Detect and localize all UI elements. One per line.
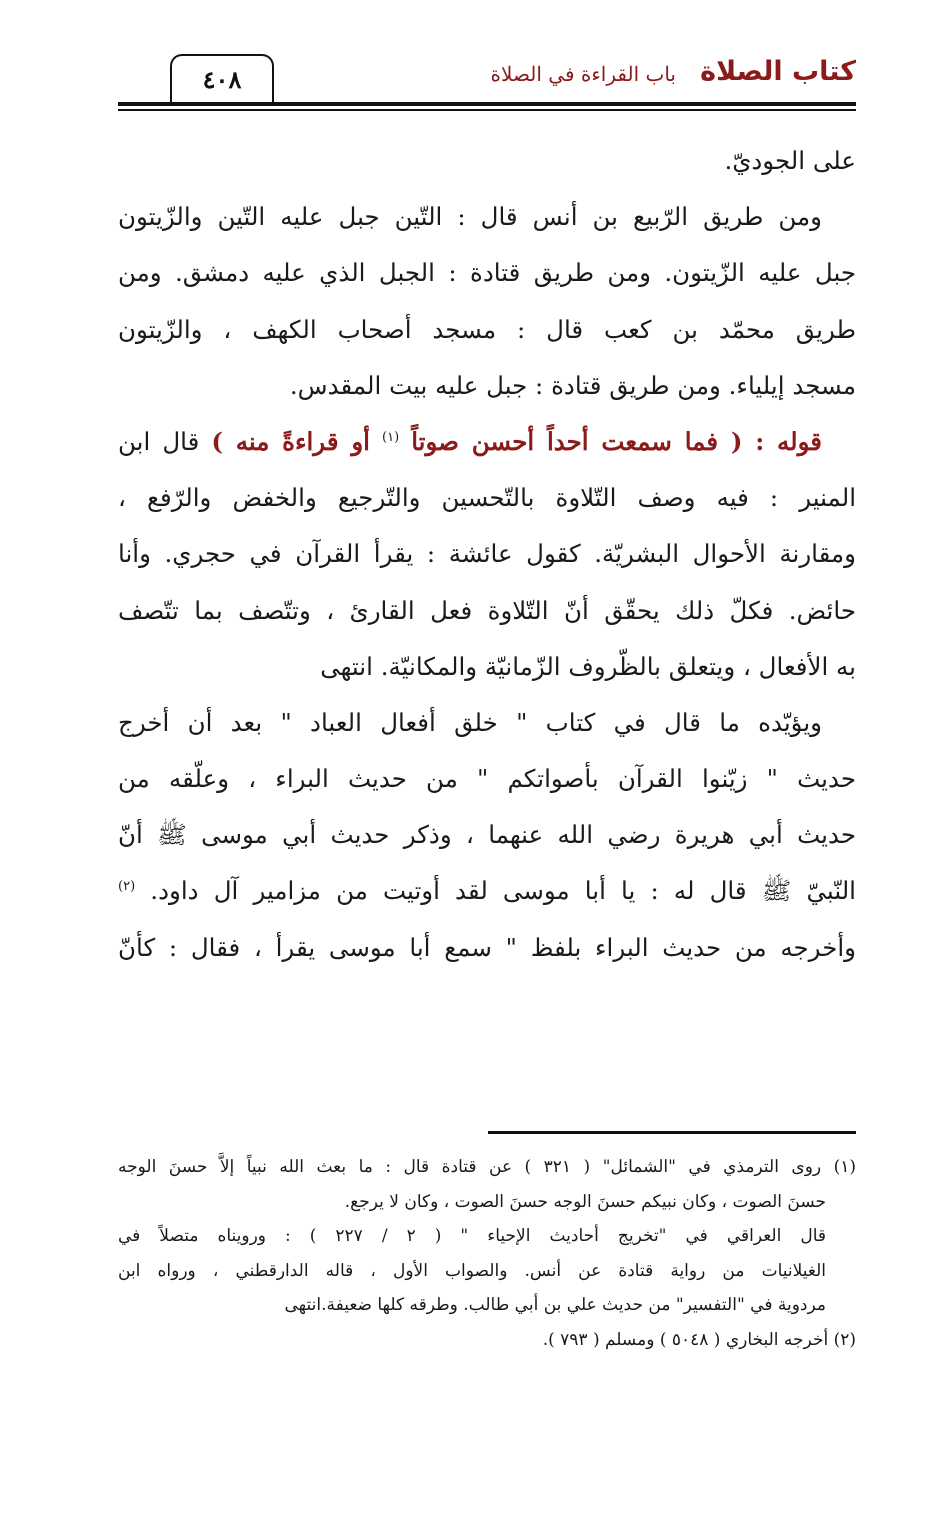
text-line: ومقارنة الأحوال البشريّة. كقول عائشة : يقرأ القرآن في حجري. وأنا [118, 539, 856, 569]
text-line: على الجوديّ. [724, 146, 856, 175]
footnote-line: قال العراقي في "تخريج أحاديث الإحياء " ( ٢ / ٢٢٧ ) : ورويناه متصلاً في [118, 1226, 826, 1246]
quote-line [118, 414, 856, 470]
text-line: المنير : فيه وصف التّلاوة بالتّحسين والتّرجيع والخفض والرّفع ، [118, 483, 856, 513]
page-number: ٤٠٨ [170, 54, 274, 106]
text-span: قال ابن [118, 426, 200, 456]
text-line: ومن طريق الرّبيع بن أنس قال : التّين جبل عليه التّين والزّيتون [118, 202, 822, 232]
text-line [118, 863, 856, 919]
footnotes [118, 1150, 856, 1357]
text-line: ويؤيّده ما قال في كتاب " خلق أفعال العباد " بعد أن أخرج [118, 707, 822, 737]
text-line: مسجد إيلياء. ومن طريق قتادة : جبل عليه بيت المقدس. [289, 370, 856, 400]
text-line: جبل عليه الزّيتون. ومن طريق قتادة : الجبل الذي عليه دمشق. ومن [118, 258, 856, 288]
page-header [118, 50, 856, 106]
footnote-separator [488, 1131, 856, 1134]
chapter-title: باب القراءة في الصلاة [490, 62, 676, 86]
text-line: وأخرجه من حديث البراء بلفظ " سمع أبا موسى يقرأ ، فقال : كأنّ [118, 932, 856, 962]
book-title: كتاب الصلاة [700, 56, 856, 87]
footnote-ref-2[interactable]: (٢) [118, 879, 136, 895]
quote-text-end: أو قراءةً منه ) [211, 426, 370, 456]
footnote-line: (١) روى الترمذي في "الشمائل" ( ٣٢١ ) عن قتادة قال : ما بعث الله نبياً إلاَّ حسنَ الوجه [118, 1157, 857, 1177]
text-line: حديث أبي هريرة رضي الله عنهما ، وذكر حديث أبي موسى ﷺ أنّ [118, 820, 856, 850]
text-line: طريق محمّد بن كعب قال : مسجد أصحاب الكهف ، والزّيتون [118, 314, 856, 344]
header-rule-thin [118, 109, 856, 111]
header-rule [118, 102, 856, 106]
text-line: به الأفعال ، ويتعلق بالظّروف الزّمانيّة والمكانيّة. انتهى [320, 651, 856, 681]
quote-text: قوله : ( فما سمعت أحداً أحسن صوتاً [411, 426, 822, 456]
text-span: النّبيّ ﷺ قال له : يا أبا موسى لقد أوتيت من مزامير آل داود. [150, 876, 856, 906]
text-line: حائض. فكلّ ذلك يحقّق أنّ التّلاوة فعل القارئ ، وتتّصف بما تتّصف [118, 595, 856, 625]
text-line: حديث " زيّنوا القرآن بأصواتكم " من حديث البراء ، وعلّقه من [118, 764, 856, 794]
main-text [118, 133, 856, 976]
footnote-line: الغيلانيات من رواية قتادة عن أنس. والصواب الأول ، قاله الدارقطني ، ورواه ابن [118, 1260, 826, 1281]
footnote-ref-1[interactable]: (١) [382, 429, 400, 445]
footnote-line: (٢) أخرجه البخاري ( ٥٠٤٨ ) ومسلم ( ٧٩٣ ). [542, 1329, 856, 1350]
footnote-line: حسنَ الصوت ، وكان نبيكم حسنَ الوجه حسنَ الصوت ، وكان لا يرجع. [344, 1191, 826, 1212]
footnote-line: مردوية في "التفسير" من حديث علي بن أبي طالب. وطرقه كلها ضعيفة.انتهى [284, 1295, 826, 1315]
